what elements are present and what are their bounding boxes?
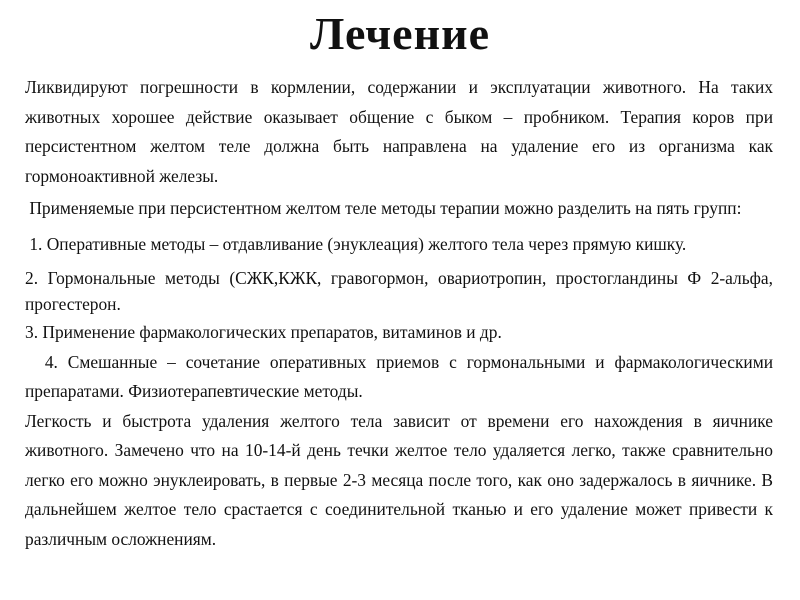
method-item-4	[25, 348, 773, 407]
paragraph-intro: Ликвидируют погрешности в кормлении, содержании и эксплуатации животного. На таких животных хорошее действие оказывает общение с быком – пробником. Терапия коров при персистентном желтом теле должна быть направлена на удаление его из организма как гормоноактивной железы.	[25, 77, 773, 186]
paragraph-methods-intro-text: Применяемые при персистентном желтом теле методы терапии можно разделить на пять групп:	[29, 198, 742, 218]
paragraph-methods-intro	[25, 194, 773, 224]
method-item-4-text: 4. Смешанные – сочетание оперативных приемов с гормональными и фармакологическими препаратами. Физиотерапевтические методы.	[25, 351, 774, 401]
method-item-3: 3. Применение фармакологических препаратов, витаминов и др.	[25, 322, 502, 342]
method-item-1-text: 1. Оперативные методы – отдавливание (энуклеация) желтого тела через прямую кишку.	[29, 233, 687, 254]
paragraph-conclusion: Легкость и быстрота удаления желтого тела зависит от времени его нахождения в яичнике животного. Замечено что на 10-14-й день течки желтое тело удаляется легко, также сравнительно легко его можно энуклеировать, в первые 2-3 месяца после того, как оно задержалось в яичнике. В дальнейшем желтое тело срастается с соединительной тканью и его удаление может привести к различным осложнениям.	[25, 410, 773, 549]
method-item-1	[25, 230, 773, 260]
slide-title: Лечение	[309, 8, 491, 59]
slide-body	[25, 73, 773, 554]
method-item-2: 2. Гормональные методы (СЖК,КЖК, гравогормон, овариотропин, простогландины Ф 2-альфа, прогестерон.	[25, 268, 773, 314]
